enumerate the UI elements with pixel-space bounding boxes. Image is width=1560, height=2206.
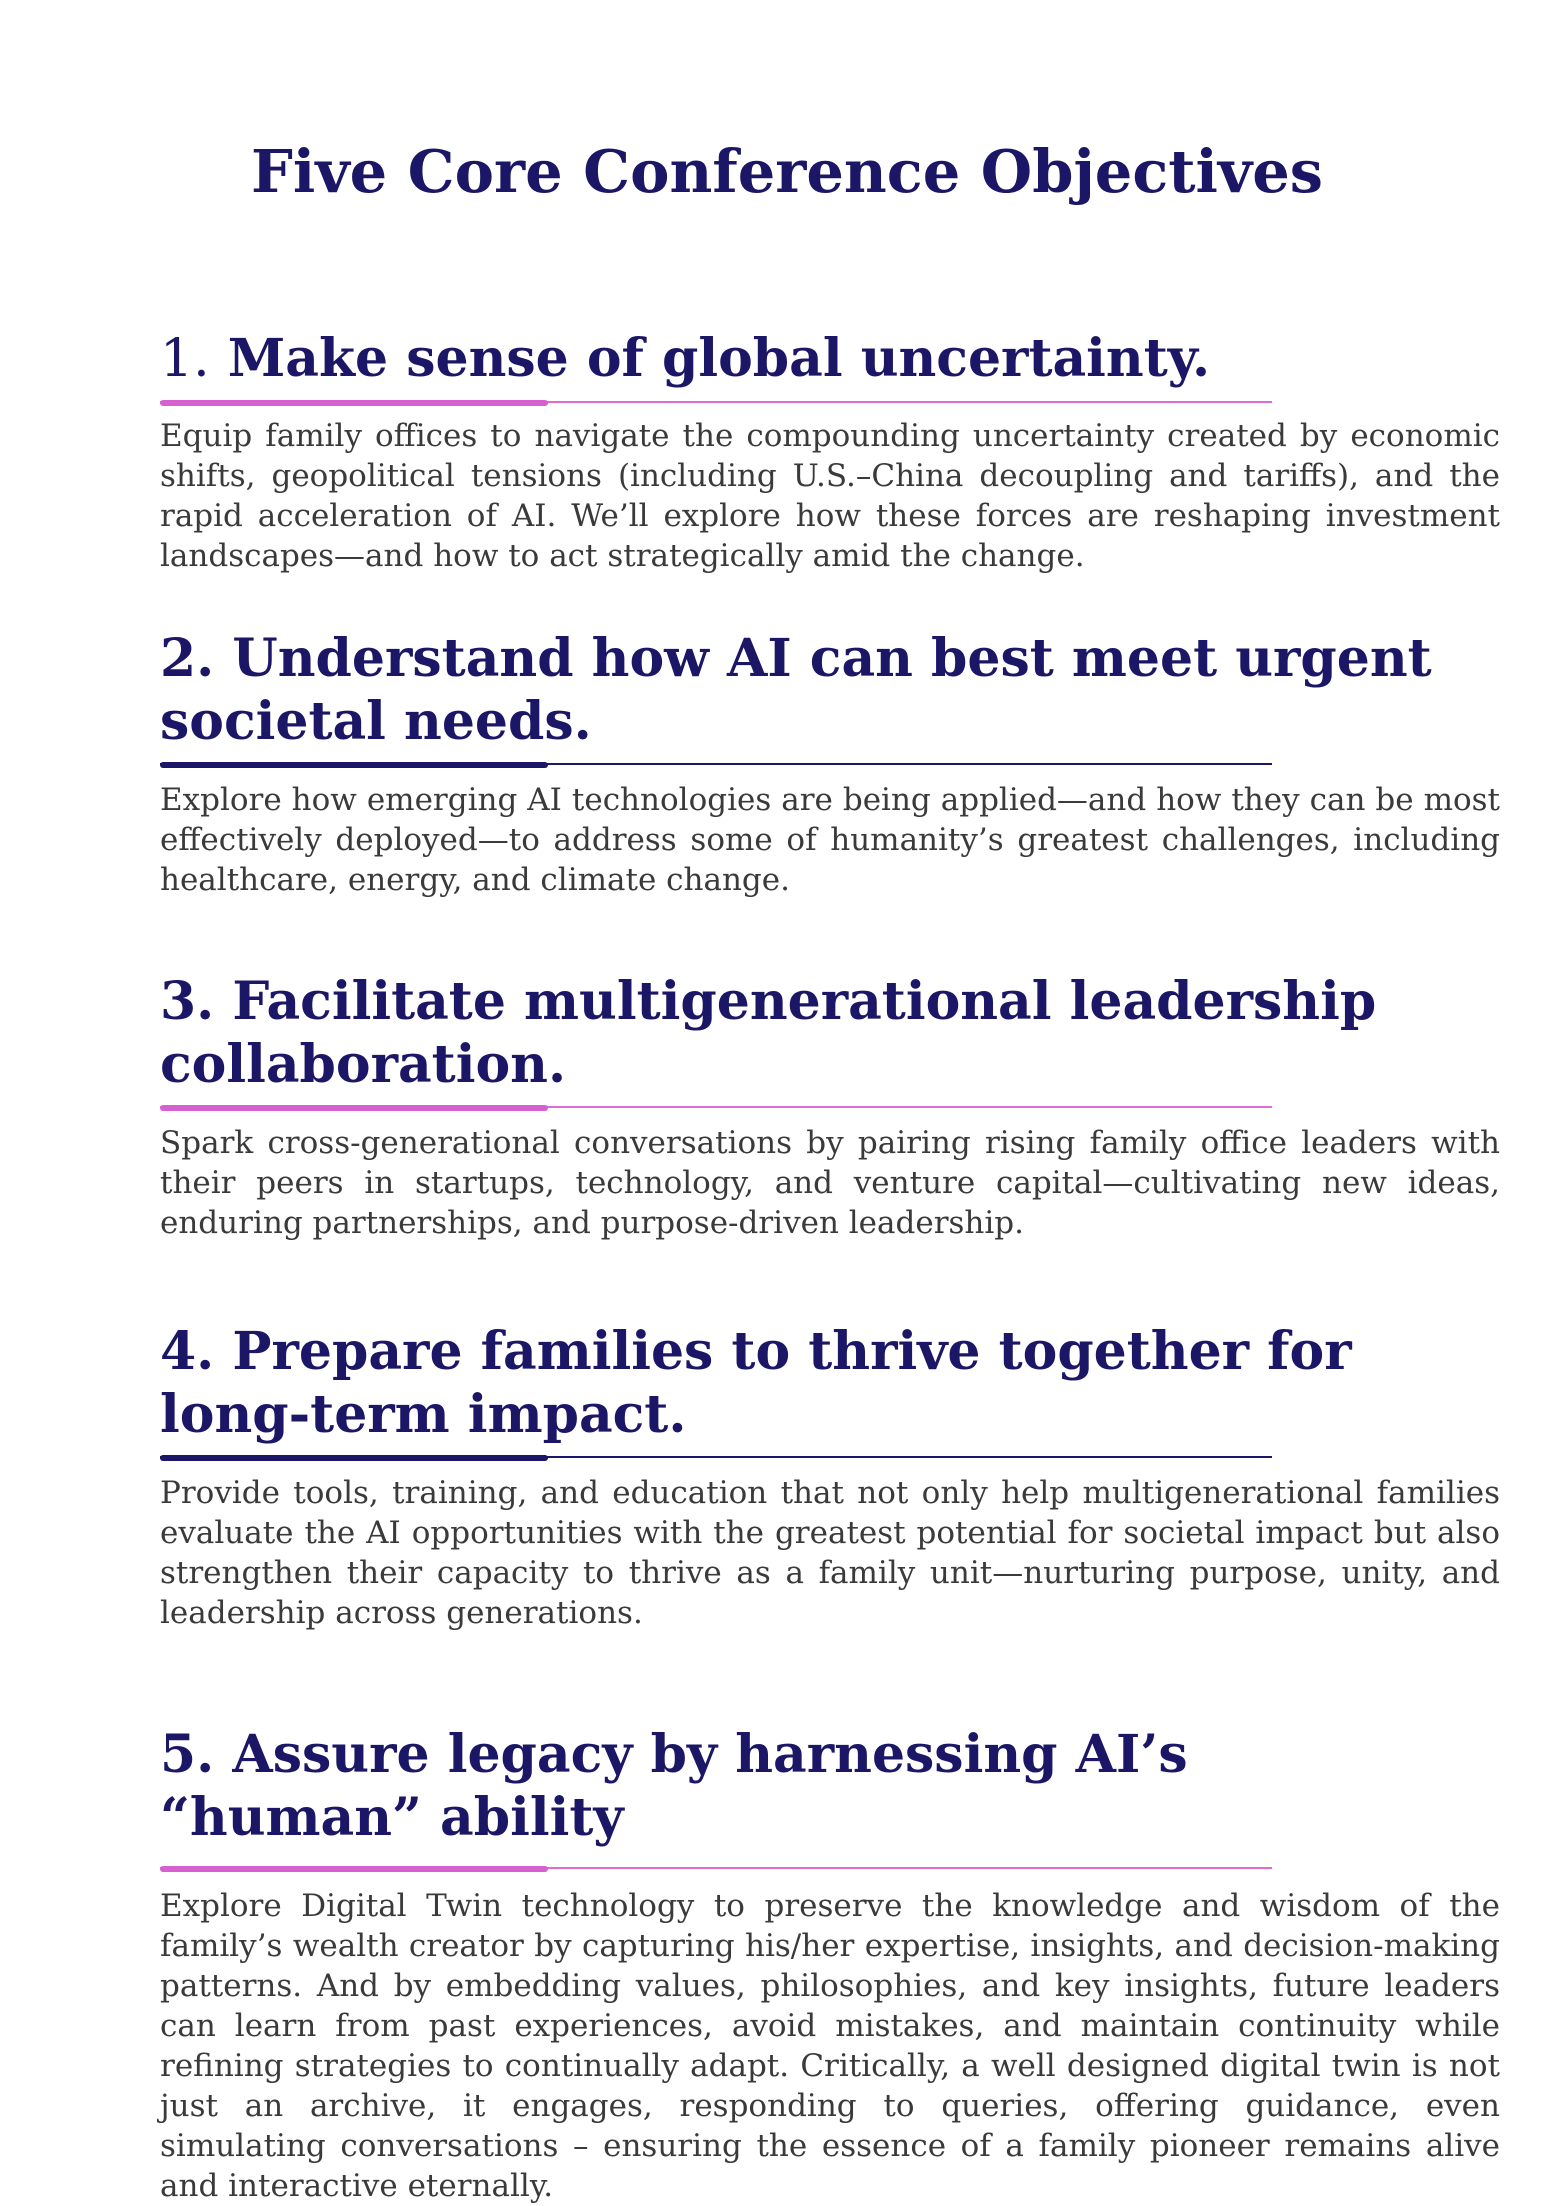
objective-body: Spark cross-generational conversations by pairing rising family office leaders with their peers in startups, technology, and venture capital—cultivating new ideas, enduring partnerships, and purpose-driven leadership. (160, 1125, 1500, 1241)
divider-rule (160, 763, 1272, 766)
heading-line: Understand how AI can best meet urgent (232, 628, 1432, 689)
page-title: Five Core Conference Objectives (251, 137, 1323, 206)
objective-number: 4. (160, 1321, 215, 1382)
heading-line: Facilitate multigenerational leadership (232, 971, 1377, 1032)
heading-line: collaboration. (160, 1034, 567, 1095)
objective-heading (160, 327, 1500, 391)
objective-number: 1. (160, 329, 210, 389)
objective-number: 3. (160, 971, 215, 1032)
objective-number: 2. (160, 628, 215, 689)
objective-2 (160, 627, 1500, 900)
divider-rule (160, 1106, 1272, 1109)
divider-rule (160, 1867, 1272, 1870)
heading-line: societal needs. (160, 691, 592, 752)
objective-body: Explore how emerging AI technologies are being applied—and how they can be most effectively deployed—to address some of humanity’s greatest challenges, including healthcare, energy, and climate change. (160, 782, 1500, 898)
heading-line: Make sense of global uncertainty. (227, 328, 1211, 389)
heading-line: Assure legacy by harnessing AI’s (232, 1724, 1188, 1785)
divider-rule (160, 1456, 1272, 1459)
objective-body: Equip family offices to navigate the compounding uncertainty created by economic shifts, geopolitical tensions (including U.S.–China decoupling and tariffs), and the rapid acceleration of AI. We’ll explore how these forces are reshaping investment landscapes—and how to act strategically amid the change. (160, 418, 1500, 574)
heading-line: “human” ability (160, 1787, 624, 1848)
objective-1 (160, 327, 1500, 576)
objective-body: Provide tools, training, and education that not only help multigenerational families evaluate the AI opportunities with the greatest potential for societal impact but also strengthen their capacity to thrive as a family unit—nurturing purpose, unity, and leadership across generations. (160, 1475, 1500, 1631)
objective-heading (160, 1723, 1500, 1849)
objective-heading (160, 627, 1500, 753)
heading-line: Prepare families to thrive together for (232, 1321, 1352, 1382)
objective-5 (160, 1723, 1500, 2206)
objective-3 (160, 970, 1500, 1243)
heading-line: long-term impact. (160, 1384, 687, 1445)
objective-heading (160, 1320, 1500, 1446)
objective-body: Explore Digital Twin technology to preserve the knowledge and wisdom of the family’s wealth creator by capturing his/her expertise, insights, and decision-making patterns. And by embedding values, philosophies, and key insights, future leaders can learn from past experiences, avoid mistakes, and maintain continuity while refining strategies to continually adapt. Critically, a well designed digital twin is not just an archive, it engages, responding to queries, offering guidance, even simulating conversations – ensuring the essence of a family pioneer remains alive and interactive eternally. (160, 1888, 1500, 2204)
divider-rule (160, 401, 1272, 404)
objective-4 (160, 1320, 1500, 1633)
objective-number: 5. (160, 1724, 215, 1785)
objective-heading (160, 970, 1500, 1096)
